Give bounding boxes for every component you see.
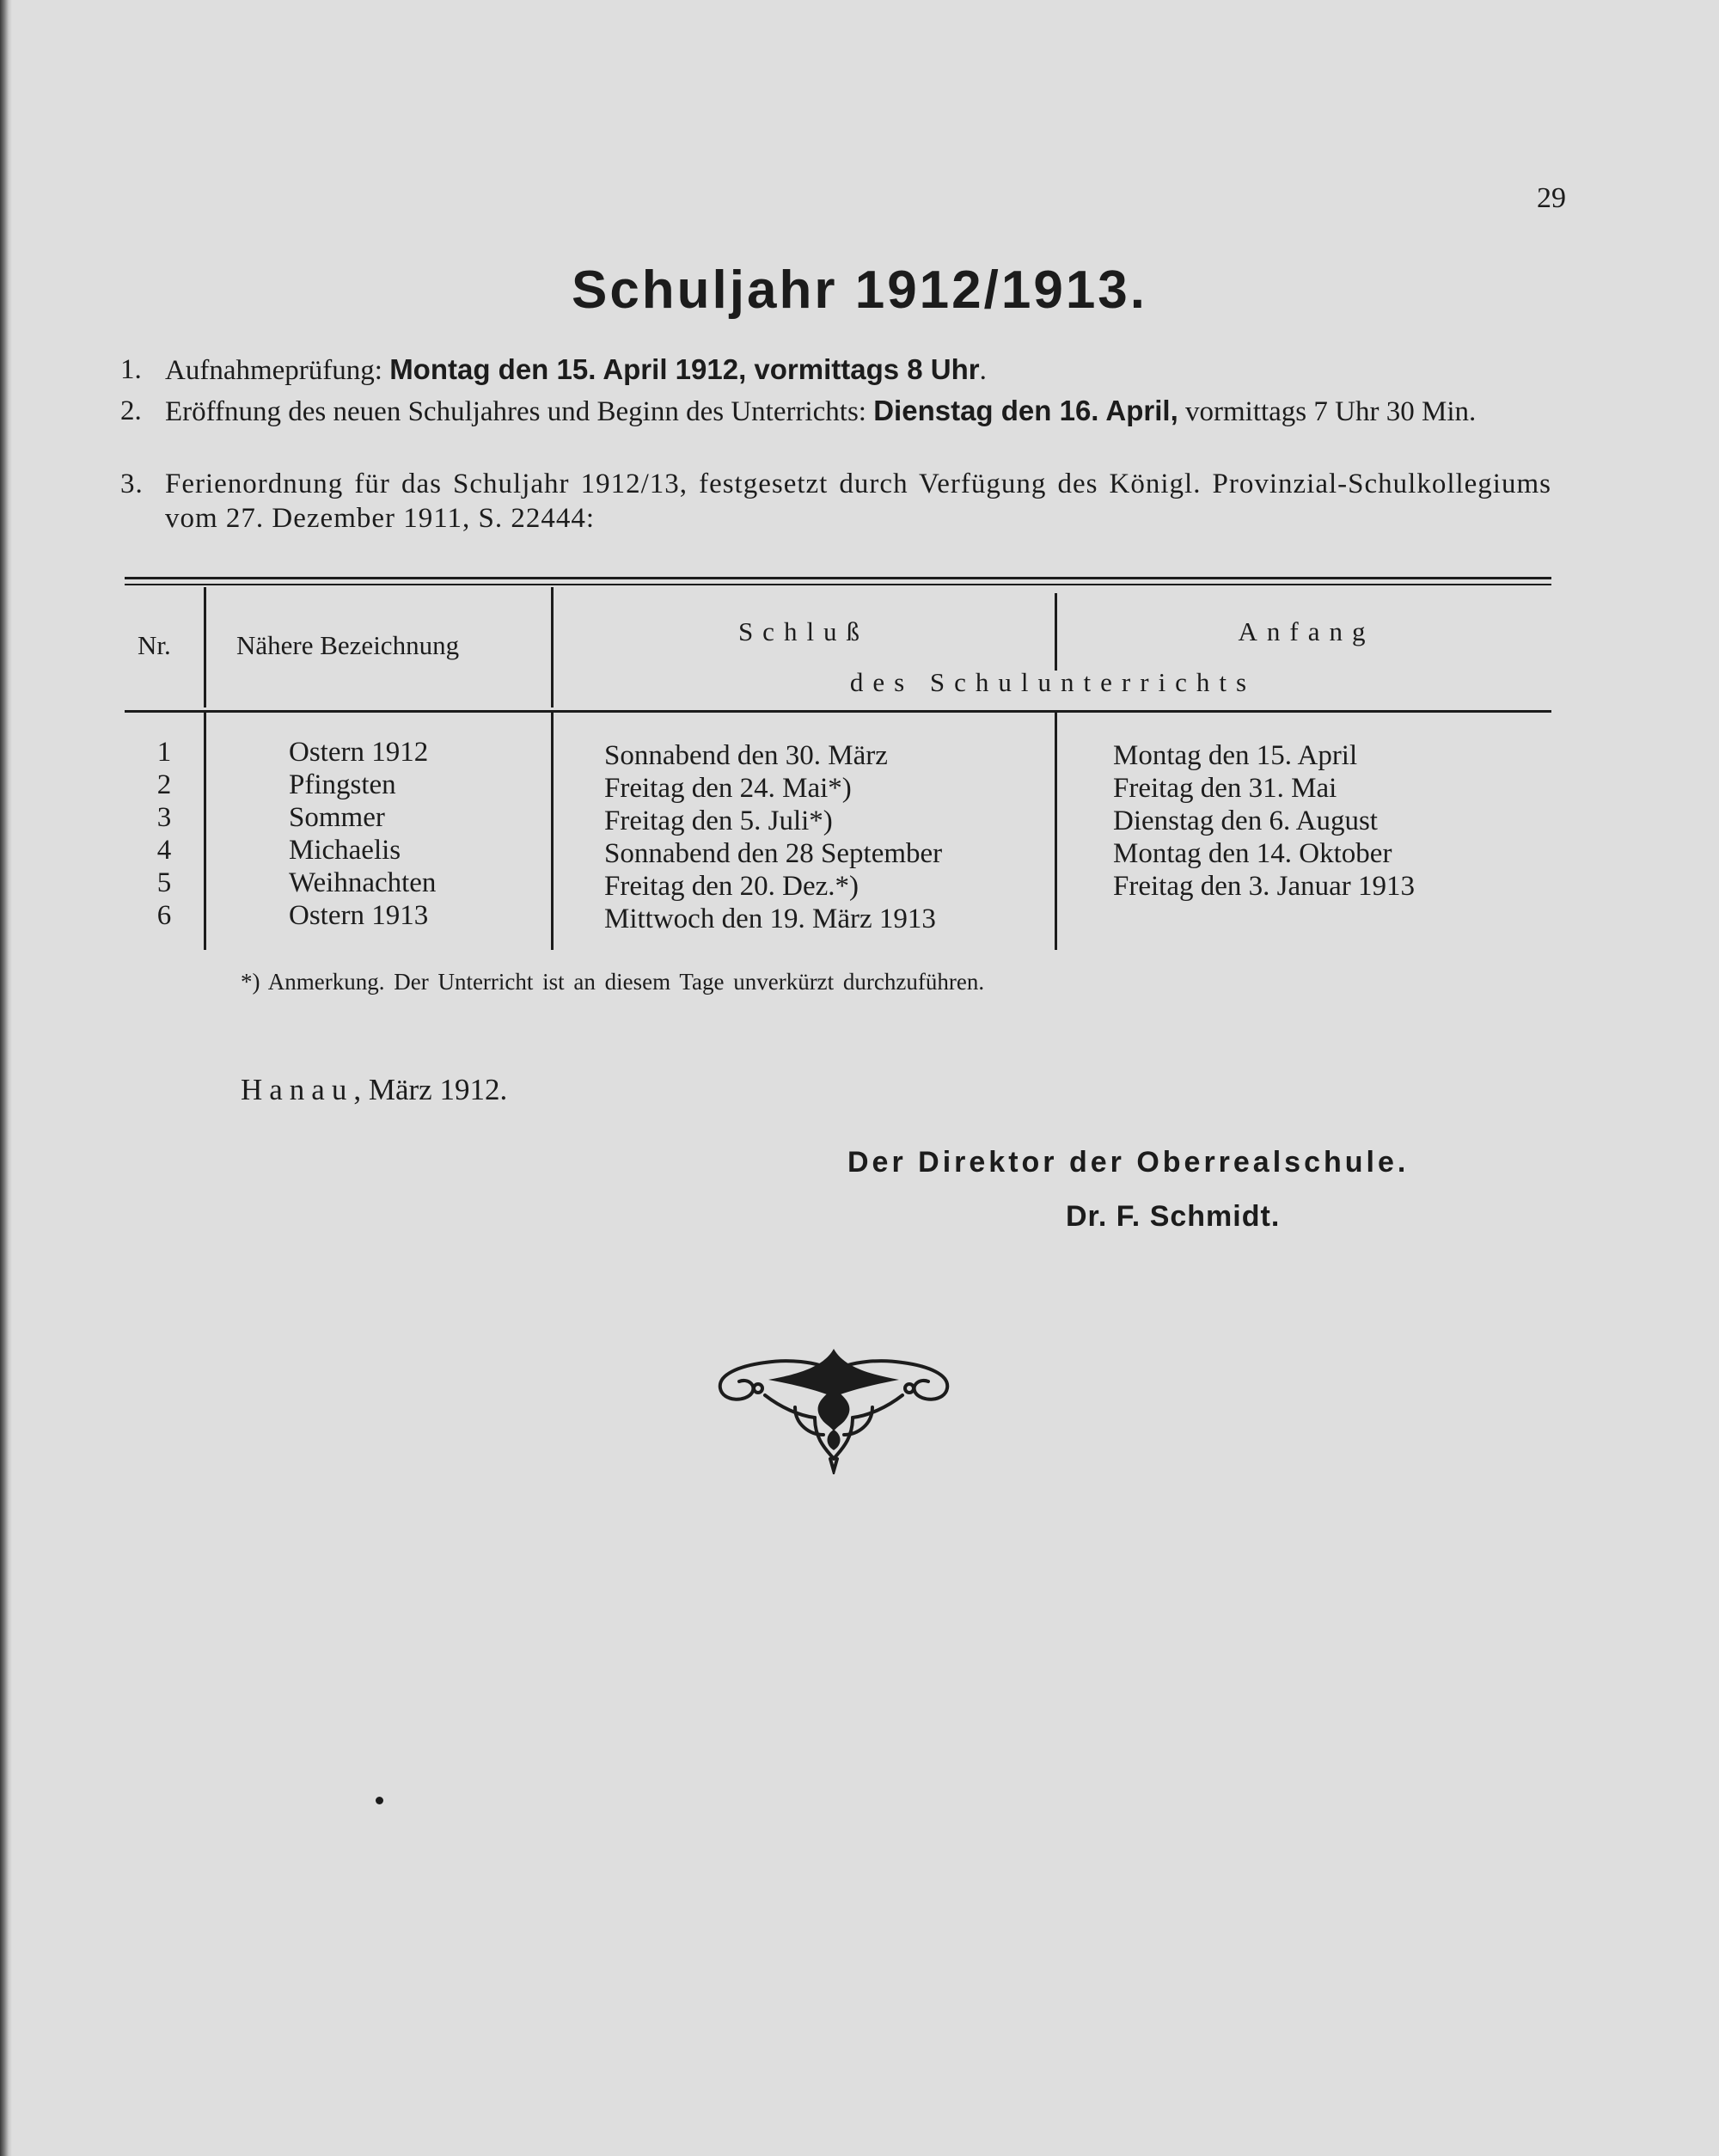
place-name: Hanau — [241, 1073, 354, 1106]
item-text: Aufnahmeprüfung: — [165, 355, 390, 386]
item-number: 3. — [120, 469, 144, 499]
row-start: Freitag den 31. Mai — [1113, 773, 1337, 804]
column-header-start: Anfang — [1238, 616, 1375, 646]
column-divider — [551, 713, 554, 950]
row-nr: 6 — [156, 900, 172, 931]
row-nr: 2 — [156, 769, 172, 800]
row-end: Freitag den 20. Dez.*) — [604, 871, 859, 902]
row-end: Mittwoch den 19. März 1913 — [604, 903, 936, 934]
item-bold-text: Dienstag den 16. April, — [873, 395, 1178, 426]
table-header-rule — [125, 710, 1551, 713]
column-divider — [1055, 713, 1057, 950]
place-and-date — [241, 1073, 507, 1107]
row-start: Montag den 14. Oktober — [1113, 838, 1392, 869]
page-number: 29 — [1537, 182, 1566, 214]
column-divider — [204, 713, 206, 950]
row-nr: 1 — [156, 737, 172, 768]
column-header-end: Schluß — [737, 616, 870, 646]
item-1 — [120, 352, 1551, 388]
item-text: Eröffnung des neuen Schuljahres und Beginn des Unterrichts: — [165, 396, 874, 427]
signature: Dr. F. Schmidt. — [1066, 1200, 1281, 1233]
row-nr: 3 — [156, 802, 172, 833]
column-divider — [204, 587, 206, 707]
ink-speck — [376, 1797, 383, 1804]
row-start: Montag den 15. April — [1113, 740, 1358, 771]
page-title: Schuljahr 1912/1913. — [571, 260, 1148, 320]
row-name: Ostern 1913 — [289, 900, 429, 931]
item-number: 1. — [120, 354, 142, 385]
row-nr: 5 — [156, 867, 172, 898]
table-top-rule-thin — [125, 584, 1551, 585]
row-name: Michaelis — [289, 835, 401, 866]
row-end: Sonnabend den 30. März — [604, 740, 888, 771]
director-title: Der Direktor der Oberrealschule. — [847, 1146, 1410, 1179]
item-3 — [120, 467, 1551, 536]
row-end: Freitag den 24. Mai*) — [604, 773, 852, 804]
row-name: Weihnachten — [289, 867, 437, 898]
ornament-icon — [713, 1345, 954, 1474]
item-number: 2. — [120, 395, 142, 426]
item-2 — [120, 394, 1551, 429]
item-text: Ferienordnung für das Schuljahr 1912/13, festgesetzt durch Verfügung des Königl. Provinzial-Schulkollegiums vom 27. Dezember 1911, S. 22444: — [165, 469, 1551, 534]
column-header-name: Nähere Bezeichnung — [236, 630, 460, 660]
column-header-subtitle: des Schulunterrichts — [849, 667, 1257, 697]
row-start: Freitag den 3. Januar 1913 — [1113, 871, 1415, 902]
row-name: Sommer — [289, 802, 385, 833]
page-binding-edge — [0, 0, 12, 2156]
date-text: , März 1912. — [353, 1073, 508, 1106]
row-name: Ostern 1912 — [289, 737, 429, 768]
row-end: Sonnabend den 28 September — [604, 838, 943, 869]
table-top-rule — [125, 577, 1551, 579]
row-name: Pfingsten — [289, 769, 396, 800]
row-start: Dienstag den 6. August — [1113, 805, 1378, 836]
item-bold-text: Montag den 15. April 1912, vormittags 8 Uhr — [389, 353, 980, 385]
column-header-nr: Nr. — [138, 630, 171, 660]
row-nr: 4 — [156, 835, 172, 866]
item-text-end: vormittags 7 Uhr 30 Min. — [1178, 396, 1477, 427]
item-text-end: . — [979, 355, 987, 386]
footnote: *) Anmerkung. Der Unterricht ist an diesem Tage unverkürzt durchzuführen. — [241, 969, 985, 995]
row-end: Freitag den 5. Juli*) — [604, 805, 833, 836]
